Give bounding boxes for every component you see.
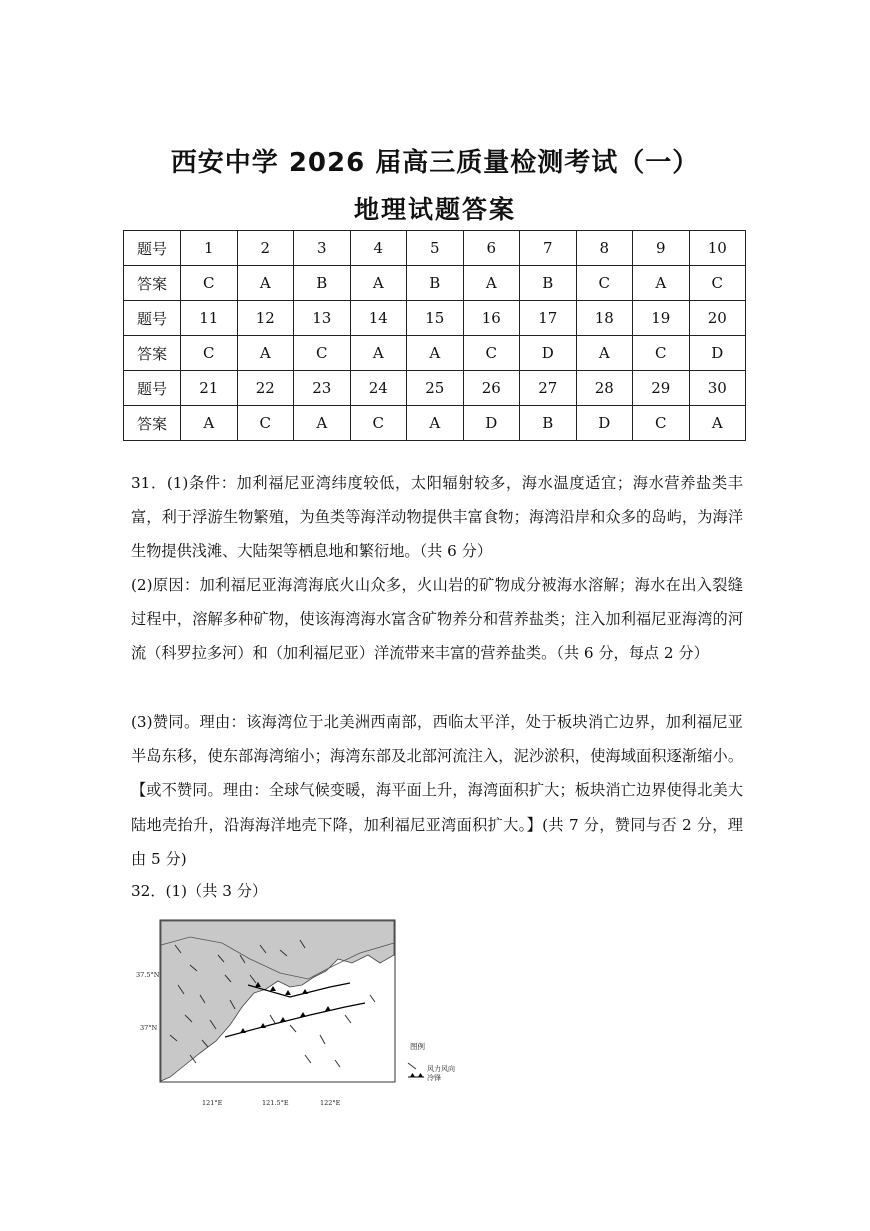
answer-cell: C — [350, 406, 407, 441]
question-number-cell: 12 — [237, 301, 294, 336]
weather-map-svg — [130, 915, 480, 1115]
answer-cell: C — [181, 336, 238, 371]
question-number-cell: 14 — [350, 301, 407, 336]
wind-legend-icon — [408, 1063, 416, 1069]
question-number-cell: 15 — [407, 301, 464, 336]
question-number-cell: 10 — [689, 231, 746, 266]
answer-cell: A — [350, 336, 407, 371]
answer-label: 答案 — [124, 266, 181, 301]
lon-label-121: 121°E — [202, 1099, 223, 1107]
question-number-cell: 29 — [633, 371, 690, 406]
question-number-cell: 6 — [463, 231, 520, 266]
question-number-cell: 25 — [407, 371, 464, 406]
lon-label-121-5: 121.5°E — [262, 1099, 289, 1107]
question-number-cell: 2 — [237, 231, 294, 266]
answer-row — [124, 336, 746, 371]
question-number-cell: 20 — [689, 301, 746, 336]
question-number-cell: 16 — [463, 301, 520, 336]
question-number-cell: 4 — [350, 231, 407, 266]
question-number-cell: 5 — [407, 231, 464, 266]
map-legend — [408, 1041, 455, 1082]
answer-cell: A — [407, 406, 464, 441]
exam-title: 西安中学 2026 届高三质量检测考试（一） — [170, 148, 700, 178]
answer-cell: A — [633, 266, 690, 301]
lon-label-122: 122°E — [320, 1099, 341, 1107]
question-number-cell: 3 — [294, 231, 351, 266]
q32-part1: 32．(1)（共 3 分） — [131, 882, 268, 900]
q31-part3: (3)赞同。理由：该海湾位于北美洲西南部，西临太平洋，处于板块消亡边界，加利福尼亚半岛东移，使东部海湾缩小；海湾东部及北部河流注入，泥沙淤积，使海域面积逐渐缩小。【或不赞同。理由：全球气候变暖，海平面上升，海湾面积扩大；板块消亡边界使得北美大陆地壳抬升，沿海海洋地壳下降，加利福尼亚湾面积扩大。】(共 7 分，赞同与否 2 分，理由 5 分) — [131, 713, 743, 868]
answer-cell: D — [689, 336, 746, 371]
question-number-cell: 24 — [350, 371, 407, 406]
legend-title: 图例 — [410, 1042, 425, 1051]
answer-cell: B — [520, 266, 577, 301]
answer-cell: B — [520, 406, 577, 441]
lat-label-37-5: 37.5°N — [136, 971, 160, 979]
question-number-label: 题号 — [124, 371, 181, 406]
answer-cell: D — [463, 406, 520, 441]
answer-cell: A — [407, 336, 464, 371]
answer-cell: A — [689, 406, 746, 441]
q31-part2: (2)原因：加利福尼亚海湾海底火山众多，火山岩的矿物成分被海水溶解；海水在出入裂缝过程中，溶解多种矿物，使该海湾海水富含矿物养分和营养盐类；注入加利福尼亚海湾的河流（科罗拉多河）和（加利福尼亚）洋流带来丰富的营养盐类。（共 6 分，每点 2 分） — [131, 576, 743, 663]
question-number-cell: 30 — [689, 371, 746, 406]
question-number-cell: 17 — [520, 301, 577, 336]
question-number-cell: 11 — [181, 301, 238, 336]
answer-cell: C — [463, 336, 520, 371]
legend-wind-label: 风力风向 — [427, 1065, 455, 1073]
question-number-cell: 28 — [576, 371, 633, 406]
legend-front-label: 冷锋 — [427, 1074, 441, 1082]
answer-cell: A — [463, 266, 520, 301]
answer-cell: D — [520, 336, 577, 371]
answer-row — [124, 406, 746, 441]
q31-part1: 31．(1)条件：加利福尼亚湾纬度较低，太阳辐射较多，海水温度适宜；海水营养盐类丰富，利于浮游生物繁殖，为鱼类等海洋动物提供丰富食物；海湾沿岸和众多的岛屿，为海洋生物提供浅滩、大陆架等栖息地和繁衍地。（共 6 分） — [131, 474, 743, 561]
weather-map-figure — [130, 915, 480, 1115]
question-number-row — [124, 371, 746, 406]
question-number-cell: 27 — [520, 371, 577, 406]
answer-cell: D — [576, 406, 633, 441]
question-number-cell: 7 — [520, 231, 577, 266]
question-number-row — [124, 231, 746, 266]
answer-cell: A — [237, 266, 294, 301]
exam-subtitle: 地理试题答案 — [353, 195, 516, 224]
question-number-cell: 21 — [181, 371, 238, 406]
question-number-cell: 1 — [181, 231, 238, 266]
answer-cell: C — [294, 336, 351, 371]
question-number-cell: 9 — [633, 231, 690, 266]
answer-table — [123, 230, 746, 441]
answer-cell: A — [237, 336, 294, 371]
question-number-label: 题号 — [124, 301, 181, 336]
answer-cell: A — [181, 406, 238, 441]
answer-cell: B — [407, 266, 464, 301]
answer-label: 答案 — [124, 406, 181, 441]
answer-cell: A — [294, 406, 351, 441]
question-number-cell: 13 — [294, 301, 351, 336]
answer-label: 答案 — [124, 336, 181, 371]
question-number-cell: 8 — [576, 231, 633, 266]
answer-cell: C — [633, 336, 690, 371]
question-number-cell: 23 — [294, 371, 351, 406]
answer-cell: A — [576, 336, 633, 371]
question-number-cell: 22 — [237, 371, 294, 406]
question-number-cell: 18 — [576, 301, 633, 336]
answer-cell: C — [576, 266, 633, 301]
answer-cell: A — [350, 266, 407, 301]
answer-row — [124, 266, 746, 301]
answer-cell: C — [633, 406, 690, 441]
answer-cell: C — [181, 266, 238, 301]
answer-cell: C — [237, 406, 294, 441]
lat-label-37: 37°N — [140, 1024, 158, 1032]
question-number-cell: 26 — [463, 371, 520, 406]
question-number-cell: 19 — [633, 301, 690, 336]
answer-cell: C — [689, 266, 746, 301]
answer-cell: B — [294, 266, 351, 301]
question-number-row — [124, 301, 746, 336]
question-number-label: 题号 — [124, 231, 181, 266]
